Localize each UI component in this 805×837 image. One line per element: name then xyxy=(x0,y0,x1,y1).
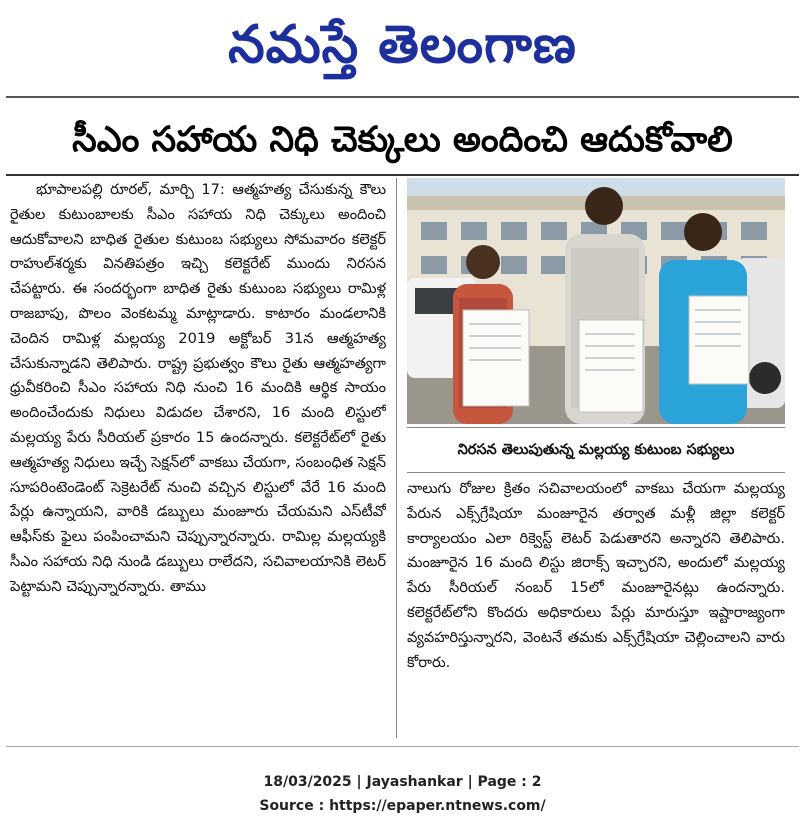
article-paragraph-left: భూపాలపల్లి రూరల్, మార్చి 17: ఆత్మహత్య చేసుకున్న కౌలు రైతుల కుటుంబాలకు సీఎం సహాయ నిధి చెక్కులు అందించి ఆదుకోవాలని బాధిత రైతుల కుటుంబ సభ్యులు సోమవారం కలెక్టర్ రాహుల్‌శర్మకు వినతిపత్రం ఇచ్చి కలెక్టరేట్ ముందు నిరసన చేపట్టారు. ఈ సందర్భంగా బాధిత రైతు కుటుంబ సభ్యులు రామిళ్ల రాజబాపు, పొలం వెంకటమ్మ మాట్లాడారు. కాటారం మండలానికి చెందిన రామిళ్ల మల్లయ్య 2019 అక్టోబర్ 31న ఆత్మహత్య చేసుకున్నాడని తెలిపారు. రాష్ట్ర ప్రభుత్వం కౌలు రైతు ఆత్మహత్యగా ధ్రువీకరించి సీఎం సహాయ నిధి నుంచి 16 మందికి ఆర్థిక సాయం అందించేందుకు నిధులు విడుదల చేశారని, 16 మంది లిస్టులో మల్లయ్య పేరు సీరియల్ ప్రకారం 15 ఉందన్నారు. కలెక్టరేట్‌లో రైతు ఆత్మహత్య నిధులు ఇచ్చే సెక్షన్‌లో వాకబు చేయగా, సంబంధిత సెక్షన్ సూపరింటెండెంట్ సెక్రెటరేట్ నుంచి వచ్చిన లిస్టులో వేరే 16 మంది పేర్లు ఉన్నాయని, వారికి డబ్బులు మంజూరు చేయమని ఎస్‌టీవో ఆఫీస్‌కు ఫైలు పంపించామని చెప్పున్నారన్నారు. రామిల్ల మల్లయ్యకి సీఎం సహాయ నిధి నుండి డబ్బులు రాలేదని, సచివాలయానికి లెటర్ పెట్టామని చెప్పున్నారన్నారు. తాము xyxy=(10,181,386,595)
masthead-logo: నమస్తే తెలంగాణ xyxy=(228,15,577,75)
footer-divider xyxy=(6,746,799,747)
footer-date-edition: 18/03/2025 | Jayashankar | Page : 2 xyxy=(263,774,542,790)
caption-divider-top xyxy=(407,427,785,428)
source-footer xyxy=(0,770,805,818)
article-column-left xyxy=(10,178,386,738)
article-paragraph-right: నాలుగు రోజుల క్రితం సచివాలయంలో వాకబు చేయగా మల్లయ్య పేరున ఎక్స్‌గ్రేషియా మంజూరైన తర్వాత మళ్లీ జిల్లా కలెక్టర్ కార్యాలయం ఎలా రిక్వెస్ట్ లెటర్ పెడుతారని అన్నారని తెలిపారు. మంజూరైన 16 మంది లిస్టు జిరాక్స్ ఇచ్చారని, అందులో మల్లయ్య పేరు సీరియల్ నంబర్ 15లో మంజూరైనట్లు ఉందన్నారు. కలెక్టరేట్‌లోని కొందరు అధికారులు పేర్లు మారుస్తూ ఇష్టారాజ్యంగా వ్యవహరిస్తున్నారని, వెంటనే తమకు ఎక్స్‌గ్రేషియా చెల్లించాలని వారు కోరారు. xyxy=(407,480,785,671)
caption-divider-bottom xyxy=(407,472,785,473)
footer-source-link[interactable]: Source : https://epaper.ntnews.com/ xyxy=(259,798,546,814)
headline-divider xyxy=(6,174,799,176)
column-divider xyxy=(396,178,397,738)
photo-caption: నిరసన తెలుపుతున్న మల్లయ్య కుటుంబ సభ్యులు xyxy=(457,442,735,458)
article-column-right xyxy=(407,477,785,725)
article-headline: సీఎం సహాయ నిధి చెక్కులు అందించి ఆదుకోవాలి xyxy=(72,120,733,160)
protest-photo-illustration xyxy=(407,178,785,424)
masthead-divider xyxy=(6,96,799,98)
news-photo xyxy=(407,178,785,424)
